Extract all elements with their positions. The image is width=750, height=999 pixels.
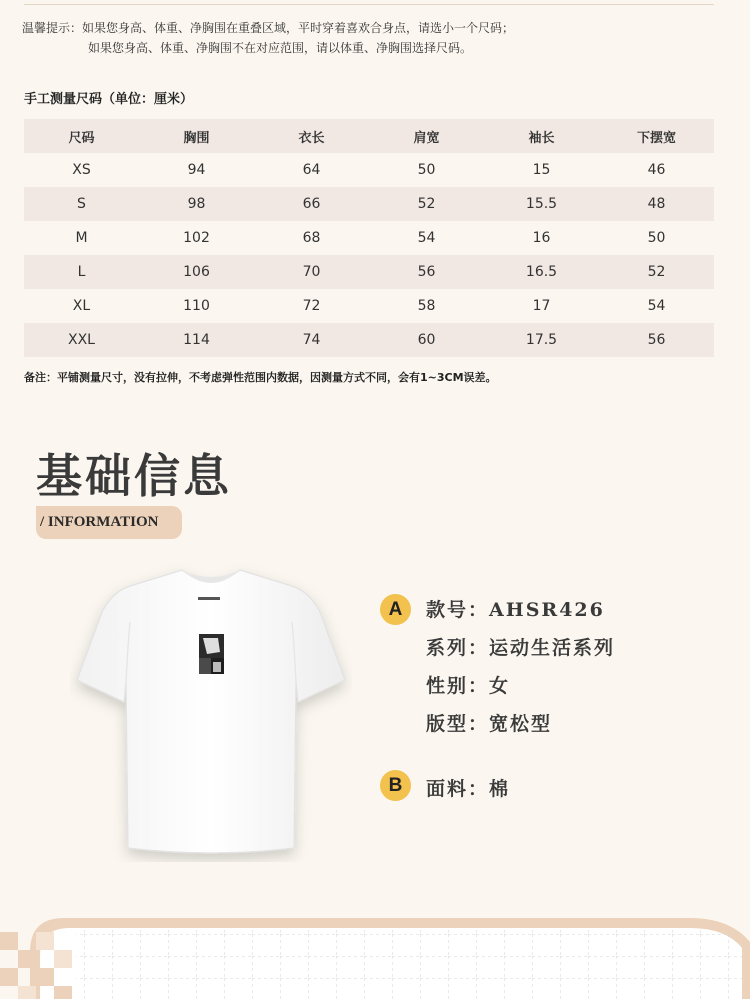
header-size: 尺码 xyxy=(24,119,139,153)
table-cell: 15.5 xyxy=(484,187,599,221)
table-cell: 15 xyxy=(484,153,599,187)
table-cell: 56 xyxy=(369,255,484,289)
table-cell: 70 xyxy=(254,255,369,289)
table-cell: 56 xyxy=(599,323,714,357)
table-row xyxy=(24,323,714,357)
table-cell: XL xyxy=(24,289,139,323)
header-shoulder: 肩宽 xyxy=(369,119,484,153)
size-chart-note: 备注：平铺测量尺寸，没有拉伸，不考虑弹性范围内数据，因测量方式不同，会有1~3CM误差。 xyxy=(24,371,497,384)
table-cell: 98 xyxy=(139,187,254,221)
badge-b: B xyxy=(380,770,411,801)
header-length: 衣长 xyxy=(254,119,369,153)
table-cell: XXL xyxy=(24,323,139,357)
top-divider xyxy=(24,4,714,5)
size-chart-title: 手工测量尺码（单位：厘米） xyxy=(24,92,194,107)
table-cell: 48 xyxy=(599,187,714,221)
bottom-decoration xyxy=(0,912,750,999)
size-tips xyxy=(22,18,514,58)
table-cell: XS xyxy=(24,153,139,187)
tshirt-body xyxy=(77,570,345,853)
table-cell: 74 xyxy=(254,323,369,357)
tips-line-1: 温馨提示：如果您身高、体重、净胸围在重叠区域，平时穿着喜欢合身点，请选小一个尺码； xyxy=(22,21,515,35)
size-chart-table xyxy=(24,119,714,357)
information-tag: / INFORMATION xyxy=(36,506,182,539)
table-row xyxy=(24,187,714,221)
style-number: 款号：AHSR426 xyxy=(426,599,605,621)
table-cell: 102 xyxy=(139,221,254,255)
series: 系列：运动生活系列 xyxy=(426,637,616,659)
tshirt-label-mark xyxy=(198,597,220,600)
header-hem: 下摆宽 xyxy=(599,119,714,153)
table-cell: 16.5 xyxy=(484,255,599,289)
table-row xyxy=(24,255,714,289)
table-cell: 54 xyxy=(599,289,714,323)
table-cell: 52 xyxy=(369,187,484,221)
table-cell: 54 xyxy=(369,221,484,255)
table-cell: 114 xyxy=(139,323,254,357)
table-row xyxy=(24,153,714,187)
tshirt-image xyxy=(70,562,352,862)
gender: 性别：女 xyxy=(426,675,511,697)
table-cell: 64 xyxy=(254,153,369,187)
table-cell: 106 xyxy=(139,255,254,289)
table-cell: 50 xyxy=(369,153,484,187)
table-cell: 72 xyxy=(254,289,369,323)
table-cell: 50 xyxy=(599,221,714,255)
basic-info-title: 基础信息 xyxy=(36,449,232,503)
table-cell: 17.5 xyxy=(484,323,599,357)
table-cell: 58 xyxy=(369,289,484,323)
table-cell: S xyxy=(24,187,139,221)
table-cell: L xyxy=(24,255,139,289)
table-cell: 66 xyxy=(254,187,369,221)
badge-a: A xyxy=(380,594,411,625)
table-cell: 52 xyxy=(599,255,714,289)
table-cell: 94 xyxy=(139,153,254,187)
fit-type: 版型：宽松型 xyxy=(426,713,553,735)
table-row xyxy=(24,221,714,255)
header-chest: 胸围 xyxy=(139,119,254,153)
table-header-row xyxy=(24,119,714,153)
table-cell: 60 xyxy=(369,323,484,357)
tshirt-print-graphic xyxy=(199,634,224,674)
table-row xyxy=(24,289,714,323)
table-cell: 46 xyxy=(599,153,714,187)
table-cell: 68 xyxy=(254,221,369,255)
table-cell: 17 xyxy=(484,289,599,323)
fabric: 面料：棉 xyxy=(426,778,511,800)
tips-line-2: 如果您身高、体重、净胸围不在对应范围，请以体重、净胸围选择尺码。 xyxy=(88,41,473,55)
table-cell: 16 xyxy=(484,221,599,255)
table-cell: 110 xyxy=(139,289,254,323)
table-cell: M xyxy=(24,221,139,255)
header-sleeve: 袖长 xyxy=(484,119,599,153)
